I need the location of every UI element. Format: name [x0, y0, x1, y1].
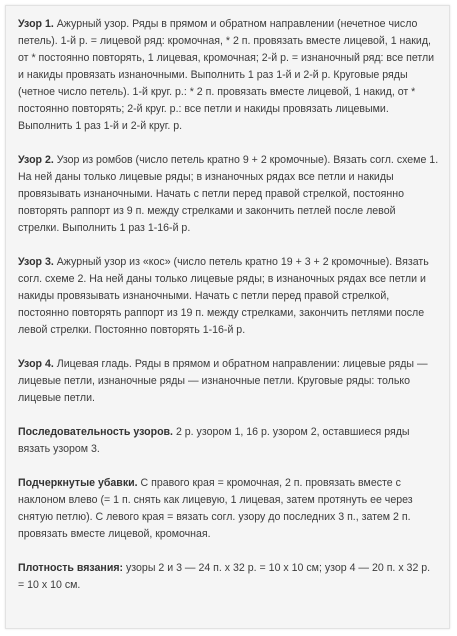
paragraph-pattern-3	[18, 254, 439, 339]
paragraph-heading: Узор 4.	[18, 358, 54, 370]
paragraph-heading: Узор 1.	[18, 18, 54, 30]
paragraph-text: Узор из ромбов (число петель кратно 9 + 2 кромочные). Вязать согл. схеме 1. На ней даны только лицевые ряды; в изнаночных рядах все петли и накиды провязывать изнаночными. Начать с петли перед правой стрелкой, постоянно повторять раппорт из 9 п. между стрелками и закончить петлей после левой стрелки. Выполнить 1 раз 1-16-й р.	[18, 154, 439, 234]
article-card	[5, 5, 450, 629]
paragraph-text: 2 р. узором 1, 16 р. узором 2, оставшиеся ряды вязать узором 3.	[18, 426, 410, 455]
paragraph-heading: Последовательность узоров.	[18, 426, 173, 438]
paragraph-pattern-1	[18, 16, 439, 135]
paragraph-text: Ажурный узор. Ряды в прямом и обратном направлении (нечетное число петель). 1-й р. = лицевой ряд: кромочная, * 2 п. провязать вместе лицевой, 1 накид, от * постоянно повторять, 1 лицевая, кромочная; 2-й р. = изнаночный ряд: все петли и накиды провязать изнаночными. Выполнить 1 раз 1-й и 2-й р. Круговые ряды (четное число петель). 1-й круг. р.: * 2 п. провязать вместе лицевой, 1 накид, от * постоянно повторять; 2-й круг. р.: все петли и накиды провязать лицевыми. Выполнить 1 раз 1-й и 2-й круг. р.	[18, 18, 435, 132]
paragraph-heading: Подчеркнутые убавки.	[18, 477, 138, 489]
paragraph-pattern-4	[18, 356, 439, 407]
paragraph-heading: Узор 2.	[18, 154, 54, 166]
paragraph-text: узоры 2 и 3 — 24 п. х 32 р. = 10 х 10 см; узор 4 — 20 п. х 32 р. = 10 х 10 см.	[18, 562, 431, 591]
paragraph-heading: Плотность вязания:	[18, 562, 124, 574]
paragraph-pattern-2	[18, 152, 439, 237]
paragraph-sequence	[18, 424, 439, 458]
paragraph-decreases	[18, 475, 439, 543]
paragraph-text: С правого края = кромочная, 2 п. провязать вместе с наклоном влево (= 1 п. снять как лицевую, 1 лицевая, затем протянуть ее через снятую петлю). С левого края = вязать согл. узору до последних 3 п., затем 2 п. провязать вместе лицевой, кромочная.	[18, 477, 413, 540]
paragraph-text: Ажурный узор из «кос» (число петель кратно 19 + 3 + 2 кромочные). Вязать согл. схеме 2. На ней даны только лицевые ряды; в изнаночных рядах все петли и накиды провязывать изнаночными. Начать с петли перед правой стрелкой, постоянно повторять раппорт из 19 п. между стрелками, закончить петлями после левой стрелки. Постоянно повторять 1-16-й р.	[18, 256, 429, 336]
paragraph-text: Лицевая гладь. Ряды в прямом и обратном направлении: лицевые ряды — лицевые петли, изнаночные ряды — изнаночные петли. Круговые ряды: только лицевые петли.	[18, 358, 428, 404]
paragraph-gauge	[18, 560, 439, 594]
paragraph-heading: Узор 3.	[18, 256, 54, 268]
